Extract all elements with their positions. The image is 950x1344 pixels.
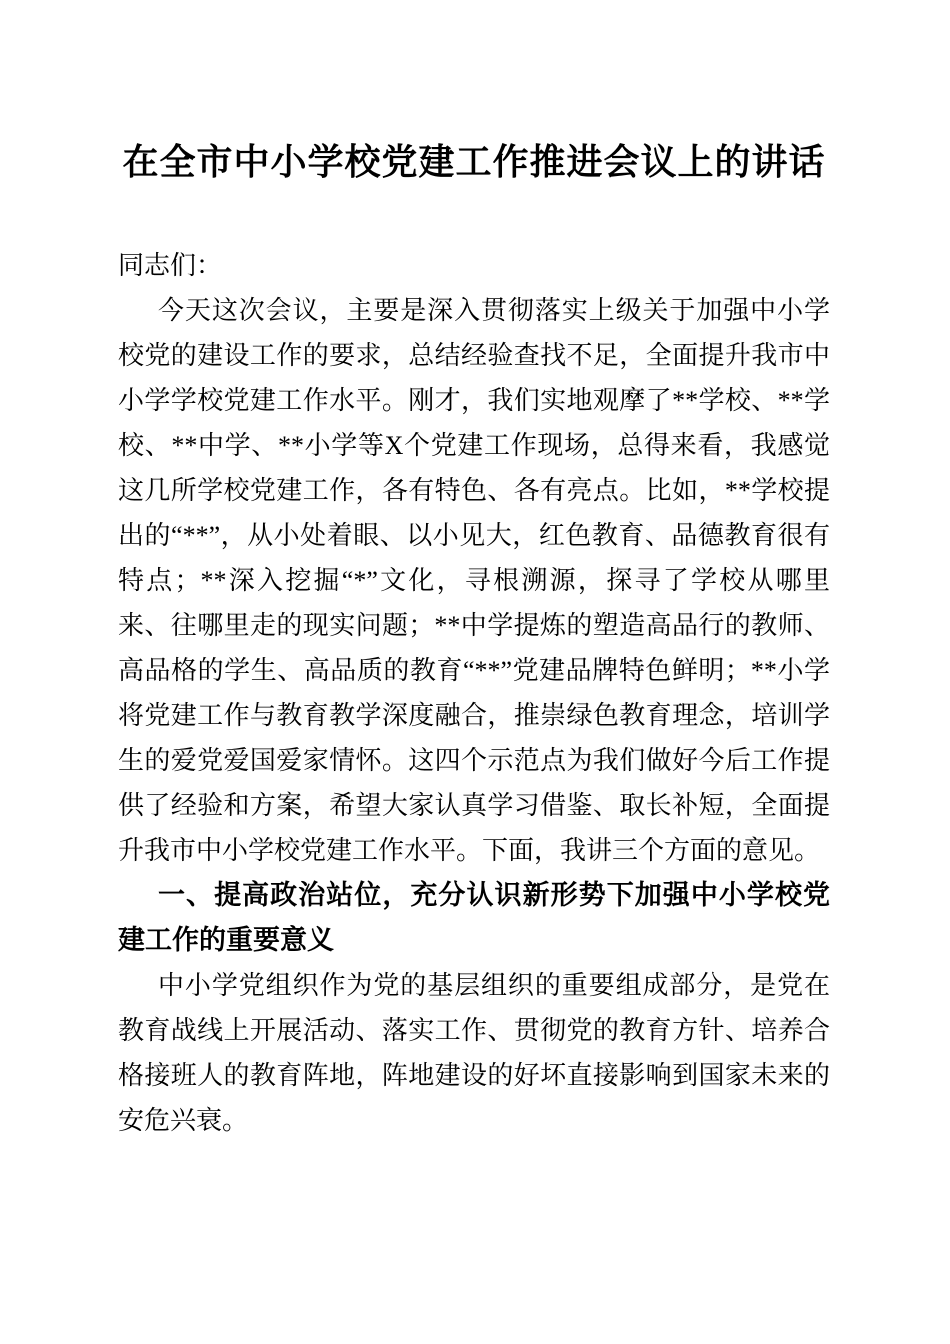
section-heading-1: 一、提高政治站位，充分认识新形势下加强中小学校党建工作的重要意义	[118, 880, 830, 955]
document-body	[118, 243, 830, 1143]
salutation: 同志们：	[118, 251, 223, 280]
section-1-paragraph: 中小学党组织作为党的基层组织的重要组成部分，是党在教育战线上开展活动、落实工作、贯彻党的教育方针、培养合格接班人的教育阵地，阵地建设的好坏直接影响到国家未来的安危兴衰。	[118, 971, 830, 1135]
document-title: 在全市中小学校党建工作推进会议上的讲话	[122, 142, 826, 182]
opening-paragraph: 今天这次会议，主要是深入贯彻落实上级关于加强中小学校党的建设工作的要求，总结经验查找不足，全面提升我市中小学学校党建工作水平。刚才，我们实地观摩了**学校、**学校、**中学、**小学等X个党建工作现场，总得来看，我感觉这几所学校党建工作，各有特色、各有亮点。比如，**学校提出的“**”，从小处着眼、以小见大，红色教育、品德教育很有特点；**深入挖掘“*”文化，寻根溯源，探寻了学校从哪里来、往哪里走的现实问题；**中学提炼的塑造高品行的教师、高品格的学生、高品质的教育“**”党建品牌特色鲜明；**小学将党建工作与教育教学深度融合，推崇绿色教育理念，培训学生的爱党爱国爱家情怀。这四个示范点为我们做好今后工作提供了经验和方案，希望大家认真学习借鉴、取长补短，全面提升我市中小学校党建工作水平。下面，我讲三个方面的意见。	[118, 296, 830, 865]
